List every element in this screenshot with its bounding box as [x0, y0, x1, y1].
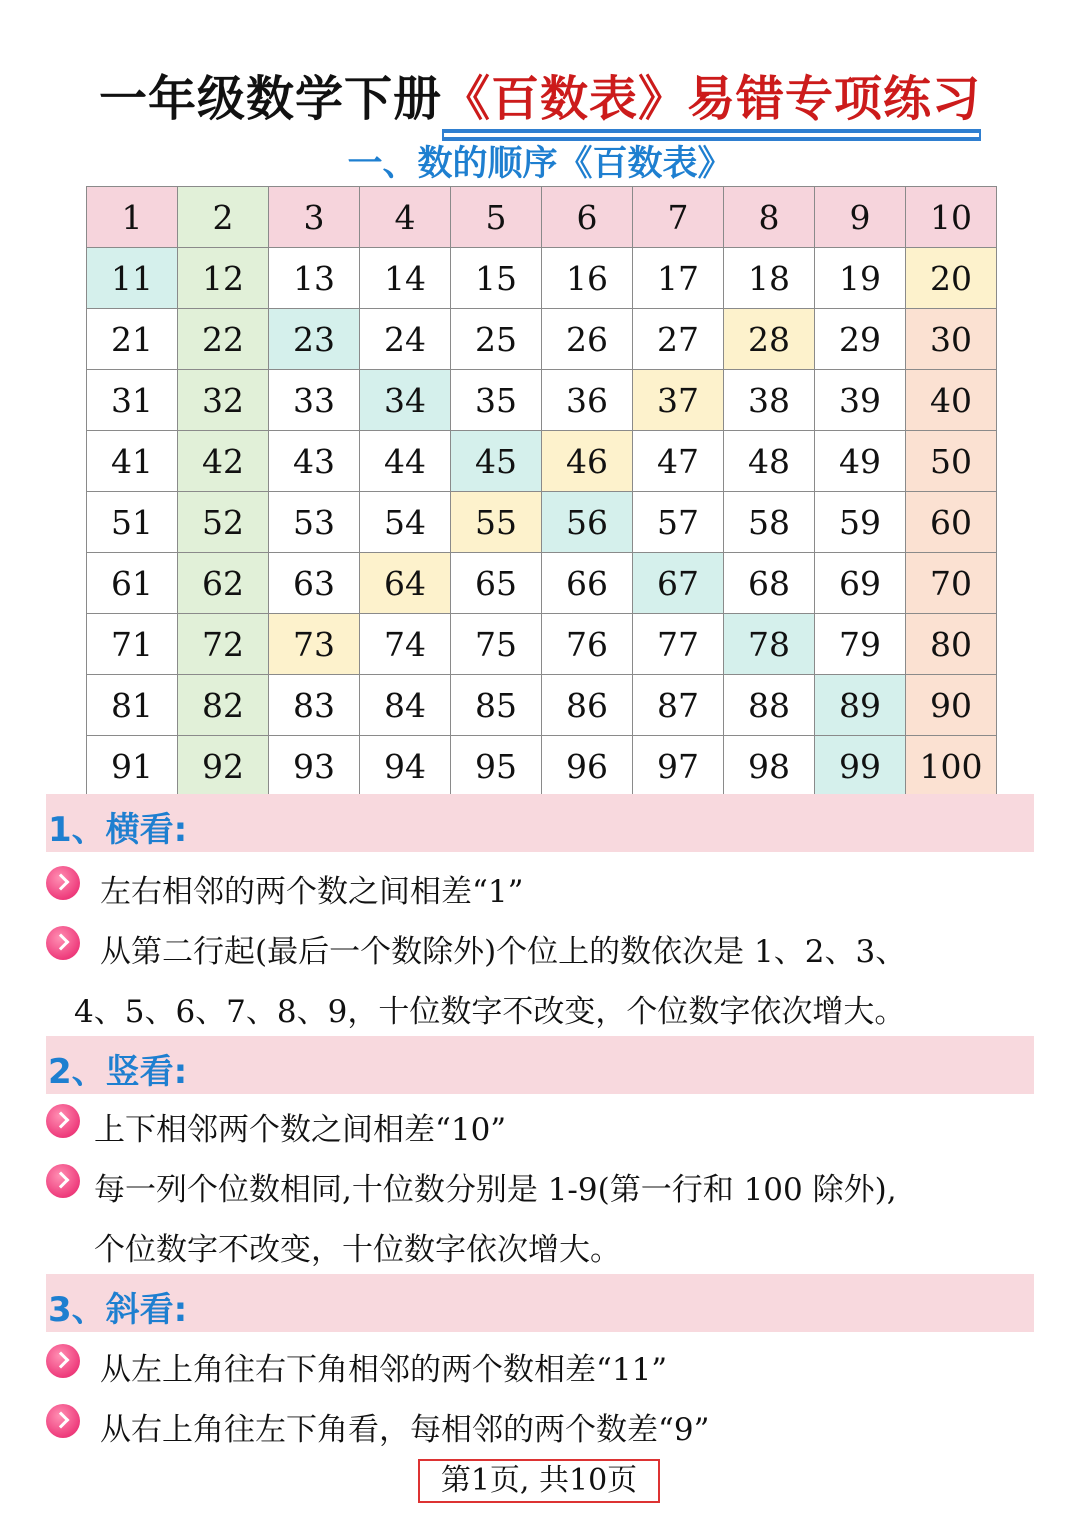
section-2-band: [46, 1036, 1034, 1094]
table-cell: 62: [178, 553, 269, 614]
section-2-line-2: 每一列个位数相同,十位数分别是 1-9(第一行和 100 除外),: [94, 1172, 897, 1208]
table-cell: 11: [87, 248, 178, 309]
bullet-arrow-icon: [46, 866, 80, 900]
table-cell: 3: [269, 187, 360, 248]
section-1-line-1: 左右相邻的两个数之间相差“1”: [100, 874, 524, 910]
table-cell: 36: [542, 370, 633, 431]
table-row: [87, 614, 997, 675]
section-1-heading: 1、横看:: [48, 810, 188, 850]
table-cell: 35: [451, 370, 542, 431]
section-3-heading: 3、斜看:: [48, 1290, 188, 1330]
table-cell: 25: [451, 309, 542, 370]
table-row: [87, 553, 997, 614]
table-cell: 63: [269, 553, 360, 614]
table-cell: 64: [360, 553, 451, 614]
table-cell: 15: [451, 248, 542, 309]
section-3-line-1: 从左上角往右下角相邻的两个数相差“11”: [100, 1352, 668, 1388]
table-cell: 86: [542, 675, 633, 736]
title-part-topic: 《百数表》易错专项练习: [442, 71, 981, 133]
table-cell: 5: [451, 187, 542, 248]
table-cell: 13: [269, 248, 360, 309]
table-cell: 27: [633, 309, 724, 370]
section-1-band: [46, 794, 1034, 852]
table-cell: 92: [178, 736, 269, 797]
table-cell: 40: [906, 370, 997, 431]
table-cell: 1: [87, 187, 178, 248]
table-cell: 51: [87, 492, 178, 553]
table-cell: 4: [360, 187, 451, 248]
section-2-line-1: 上下相邻两个数之间相差“10”: [94, 1112, 507, 1148]
table-cell: 69: [815, 553, 906, 614]
section-2-heading: 2、竖看:: [48, 1052, 188, 1092]
table-cell: 23: [269, 309, 360, 370]
title-part-grade: 一年级数学下册: [98, 71, 442, 127]
table-cell: 83: [269, 675, 360, 736]
table-cell: 38: [724, 370, 815, 431]
table-row: [87, 370, 997, 431]
table-cell: 73: [269, 614, 360, 675]
table-cell: 72: [178, 614, 269, 675]
table-cell: 46: [542, 431, 633, 492]
table-cell: 9: [815, 187, 906, 248]
table-cell: 24: [360, 309, 451, 370]
table-cell: 87: [633, 675, 724, 736]
table-cell: 53: [269, 492, 360, 553]
table-cell: 44: [360, 431, 451, 492]
table-cell: 47: [633, 431, 724, 492]
table-cell: 8: [724, 187, 815, 248]
table-cell: 82: [178, 675, 269, 736]
table-row: [87, 736, 997, 797]
table-cell: 29: [815, 309, 906, 370]
table-cell: 31: [87, 370, 178, 431]
table-cell: 50: [906, 431, 997, 492]
table-cell: 16: [542, 248, 633, 309]
table-cell: 28: [724, 309, 815, 370]
section-1-line-3: 4、5、6、7、8、9，十位数字不改变，个位数字依次增大。: [74, 994, 906, 1030]
table-cell: 89: [815, 675, 906, 736]
table-cell: 54: [360, 492, 451, 553]
table-cell: 57: [633, 492, 724, 553]
table-cell: 75: [451, 614, 542, 675]
table-cell: 100: [906, 736, 997, 797]
page-title: [0, 60, 1080, 129]
table-cell: 17: [633, 248, 724, 309]
bullet-arrow-icon: [46, 1164, 80, 1198]
table-row: [87, 187, 997, 248]
table-cell: 18: [724, 248, 815, 309]
table-cell: 6: [542, 187, 633, 248]
table-cell: 79: [815, 614, 906, 675]
table-cell: 70: [906, 553, 997, 614]
table-cell: 90: [906, 675, 997, 736]
table-cell: 81: [87, 675, 178, 736]
table-cell: 61: [87, 553, 178, 614]
table-cell: 77: [633, 614, 724, 675]
table-cell: 60: [906, 492, 997, 553]
table-cell: 95: [451, 736, 542, 797]
table-cell: 33: [269, 370, 360, 431]
table-cell: 19: [815, 248, 906, 309]
table-cell: 12: [178, 248, 269, 309]
bullet-arrow-icon: [46, 1344, 80, 1378]
table-cell: 7: [633, 187, 724, 248]
table-cell: 20: [906, 248, 997, 309]
table-cell: 39: [815, 370, 906, 431]
table-cell: 84: [360, 675, 451, 736]
table-cell: 21: [87, 309, 178, 370]
table-cell: 96: [542, 736, 633, 797]
table-cell: 49: [815, 431, 906, 492]
table-cell: 56: [542, 492, 633, 553]
table-cell: 93: [269, 736, 360, 797]
table-cell: 80: [906, 614, 997, 675]
section-3-line-2: 从右上角往左下角看，每相邻的两个数差“9”: [100, 1412, 710, 1448]
table-cell: 88: [724, 675, 815, 736]
table-cell: 67: [633, 553, 724, 614]
table-cell: 78: [724, 614, 815, 675]
section-3-band: [46, 1274, 1034, 1332]
table-cell: 74: [360, 614, 451, 675]
table-cell: 34: [360, 370, 451, 431]
table-cell: 30: [906, 309, 997, 370]
table-cell: 71: [87, 614, 178, 675]
table-row: [87, 675, 997, 736]
table-cell: 22: [178, 309, 269, 370]
table-cell: 76: [542, 614, 633, 675]
table-cell: 45: [451, 431, 542, 492]
section-1-line-2: 从第二行起(最后一个数除外)个位上的数依次是 1、2、3、: [100, 934, 907, 970]
page-number: 第1页, 共10页: [418, 1459, 660, 1503]
table-row: [87, 309, 997, 370]
table-cell: 91: [87, 736, 178, 797]
table-cell: 59: [815, 492, 906, 553]
bullet-arrow-icon: [46, 1104, 80, 1138]
table-cell: 32: [178, 370, 269, 431]
bullet-arrow-icon: [46, 1404, 80, 1438]
table-cell: 42: [178, 431, 269, 492]
table-row: [87, 431, 997, 492]
table-row: [87, 248, 997, 309]
section-2-line-3: 个位数字不改变，十位数字依次增大。: [94, 1232, 621, 1268]
table-cell: 55: [451, 492, 542, 553]
table-cell: 58: [724, 492, 815, 553]
table-cell: 99: [815, 736, 906, 797]
table-cell: 10: [906, 187, 997, 248]
table-cell: 2: [178, 187, 269, 248]
bullet-arrow-icon: [46, 926, 80, 960]
table-cell: 98: [724, 736, 815, 797]
table-cell: 66: [542, 553, 633, 614]
table-cell: 48: [724, 431, 815, 492]
table-cell: 43: [269, 431, 360, 492]
section-subtitle: 一、数的顺序《百数表》: [347, 144, 733, 184]
table-cell: 41: [87, 431, 178, 492]
table-row: [87, 492, 997, 553]
table-cell: 97: [633, 736, 724, 797]
hundred-chart-table: [86, 186, 997, 797]
table-cell: 37: [633, 370, 724, 431]
table-cell: 85: [451, 675, 542, 736]
table-cell: 52: [178, 492, 269, 553]
table-cell: 94: [360, 736, 451, 797]
table-cell: 68: [724, 553, 815, 614]
table-cell: 14: [360, 248, 451, 309]
table-cell: 26: [542, 309, 633, 370]
table-cell: 65: [451, 553, 542, 614]
